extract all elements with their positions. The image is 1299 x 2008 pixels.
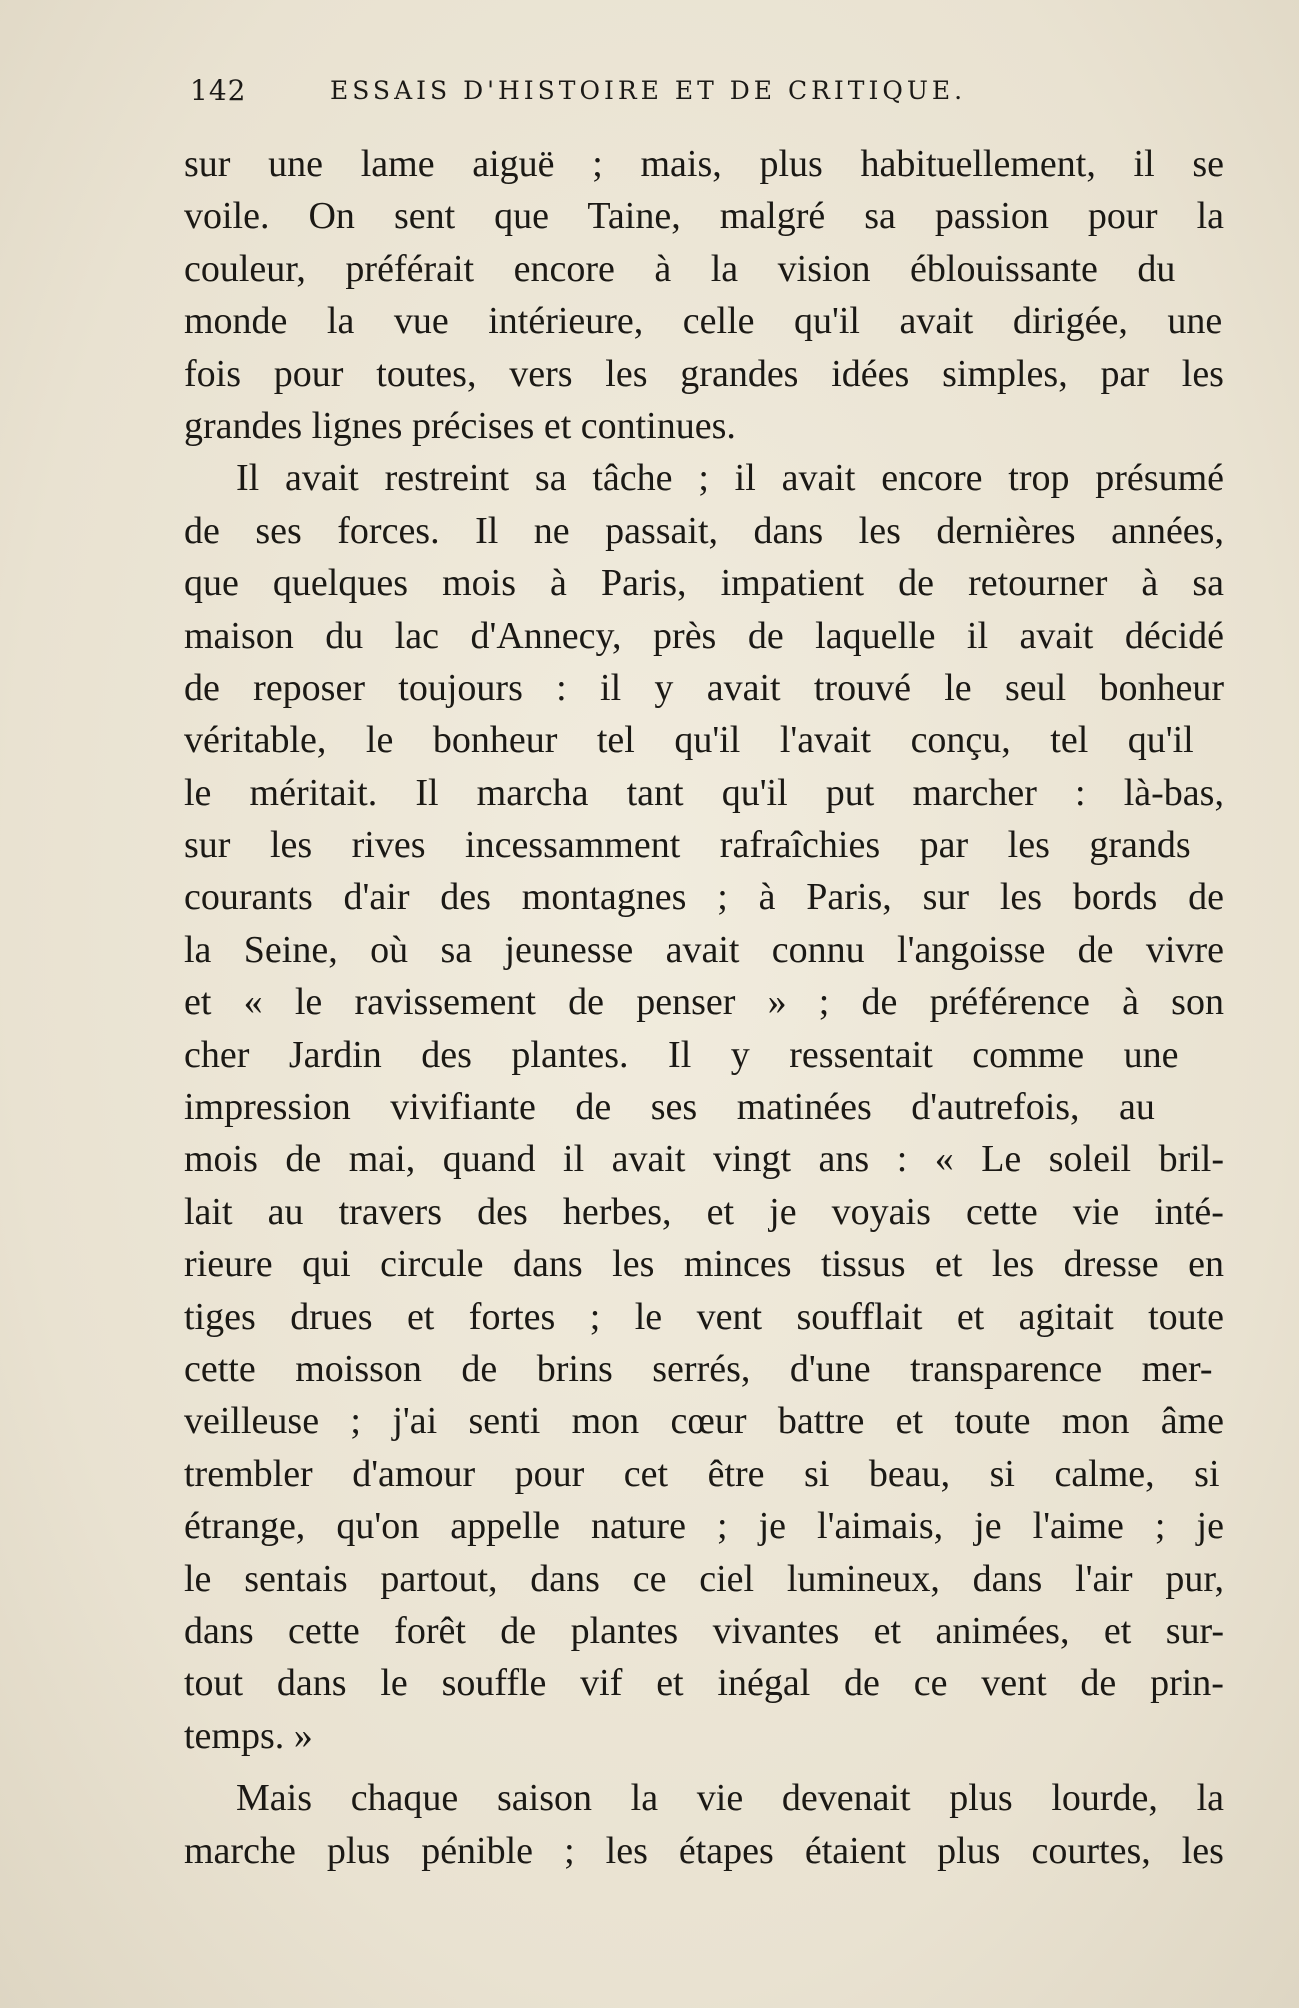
text-line: sur les rives incessamment rafraîchies par les grands [184, 824, 1191, 867]
running-head [190, 74, 1120, 114]
text-line: veilleuse ; j'ai senti mon cœur battre et toute mon âme [184, 1400, 1224, 1443]
text-line: Mais chaque saison la vie devenait plus lourde, la [236, 1777, 1224, 1820]
text-line: et « le ravissement de penser » ; de préférence à son [184, 981, 1224, 1024]
page-number: 142 [190, 74, 247, 107]
text-line: monde la vue intérieure, celle qu'il avait dirigée, une [184, 300, 1223, 343]
text-line: courants d'air des montagnes ; à Paris, sur les bords de [184, 876, 1224, 919]
text-line: Il avait restreint sa tâche ; il avait encore trop présumé [236, 457, 1224, 500]
text-line: le sentais partout, dans ce ciel lumineux, dans l'air pur, [184, 1557, 1224, 1600]
paragraph [184, 138, 1224, 452]
text-line: véritable, le bonheur tel qu'il l'avait conçu, tel qu'il [184, 719, 1194, 762]
text-line: impression vivifiante de ses matinées d'autrefois, au [184, 1086, 1155, 1129]
text-line: lait au travers des herbes, et je voyais cette vie inté- [184, 1190, 1224, 1233]
text-line: dans cette forêt de plantes vivantes et animées, et sur- [184, 1609, 1224, 1652]
text-line: le méritait. Il marcha tant qu'il put marcher : là-bas, [184, 771, 1224, 814]
text-line: temps. » [184, 1714, 313, 1757]
text-line: de reposer toujours : il y avait trouvé le seul bonheur [184, 666, 1224, 709]
text-line: trembler d'amour pour cet être si beau, si calme, si [184, 1452, 1220, 1495]
text-line: maison du lac d'Annecy, près de laquelle il avait décidé [184, 614, 1224, 657]
text-line: cher Jardin des plantes. Il y ressentait comme une [184, 1033, 1179, 1076]
text-line: sur une lame aiguë ; mais, plus habituellement, il se [184, 143, 1224, 185]
text-line: mois de mai, quand il avait vingt ans : « Le soleil bril- [184, 1138, 1224, 1181]
text-line: cette moisson de brins serrés, d'une transparence mer- [184, 1347, 1213, 1390]
text-line: grandes lignes précises et continues. [184, 404, 736, 447]
text-line: rieure qui circule dans les minces tissus et les dresse en [184, 1243, 1224, 1286]
text-line: voile. On sent que Taine, malgré sa passion pour la [184, 195, 1224, 238]
text-line: étrange, qu'on appelle nature ; je l'aimais, je l'aime ; je [184, 1505, 1224, 1548]
text-line: tiges drues et fortes ; le vent soufflait et agitait toute [184, 1295, 1224, 1338]
text-line: fois pour toutes, vers les grandes idées simples, par les [184, 352, 1224, 395]
text-line: de ses forces. Il ne passait, dans les dernières années, [184, 509, 1224, 552]
paragraph-gap [184, 1762, 1224, 1772]
text-line: couleur, préférait encore à la vision éblouissante du [184, 247, 1176, 290]
text-line: la Seine, où sa jeunesse avait connu l'angoisse de vivre [184, 928, 1224, 971]
text-line: que quelques mois à Paris, impatient de retourner à sa [184, 562, 1224, 605]
paragraph [184, 1772, 1224, 1877]
paragraph [184, 452, 1224, 1762]
running-title: ESSAIS D'HISTOIRE ET DE CRITIQUE. [330, 76, 967, 105]
text-line: tout dans le souffle vif et inégal de ce vent de prin- [184, 1662, 1224, 1705]
text-line: marche plus pénible ; les étapes étaient plus courtes, les [184, 1829, 1224, 1872]
body-text [184, 138, 1224, 1877]
